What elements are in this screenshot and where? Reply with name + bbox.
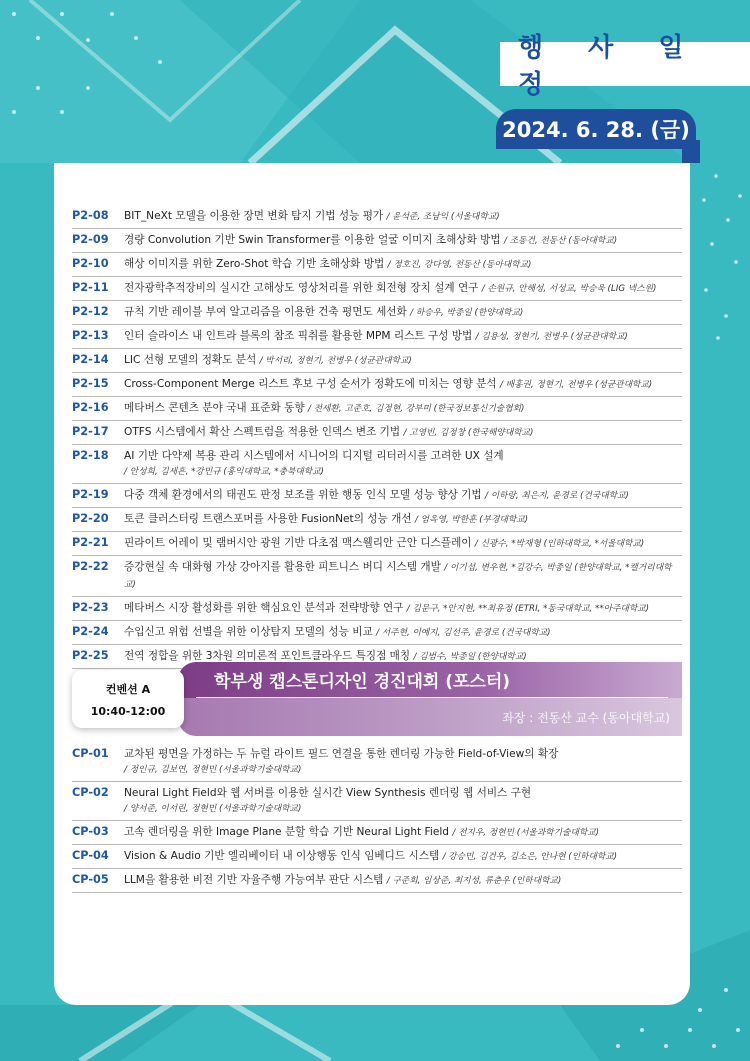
item-title: AI 기반 다약제 복용 관리 시스템에서 시니어의 디지털 리터러시를 고려한 UX 설계: [124, 450, 504, 462]
item-title: 교차된 평면을 가정하는 두 뉴럴 라이트 필드 연결을 통한 렌더링 가능한 Field-of-View의 확장: [124, 748, 559, 760]
item-authors: / 서주현, 이예지, 김선주, 윤경로 (건국대학교): [376, 628, 551, 638]
list-item: [72, 445, 682, 484]
item-code: P2-22: [72, 560, 109, 573]
item-title: Neural Light Field와 웹 서버를 이용한 실시간 View Synthesis 렌더링 웹 서비스 구현: [124, 787, 532, 799]
page-title: 행 사 일 정: [500, 42, 750, 86]
item-text: [124, 624, 682, 641]
item-authors: / 엄옥영, 박한훈 (부경대학교): [414, 515, 529, 525]
item-title: 해상 이미지를 위한 Zero-Shot 학습 기반 초해상화 방법: [124, 258, 385, 270]
item-title: 고속 렌더링을 위한 Image Plane 분할 학습 기반 Neural Light Field: [124, 826, 450, 838]
item-code: P2-23: [72, 601, 109, 614]
list-item: [72, 301, 682, 325]
item-code: CP-03: [72, 825, 109, 838]
item-code: CP-04: [72, 849, 109, 862]
item-code: CP-05: [72, 873, 109, 886]
item-text: [124, 424, 682, 441]
item-text: [124, 352, 682, 369]
session-room: 컨벤션 A: [105, 682, 151, 696]
item-title: 메타버스 콘텐츠 분야 국내 표준화 동향: [124, 402, 305, 414]
item-authors: / 강승민, 김건우, 김소은, 안나현 (인하대학교): [442, 852, 618, 862]
session-room-box: [72, 670, 184, 728]
list-item: [72, 869, 682, 893]
item-text: [124, 600, 682, 617]
item-text: [124, 328, 682, 345]
item-title: 경량 Convolution 기반 Swin Transformer를 이용한 얼굴 이미지 초해상화 방법: [124, 234, 501, 246]
list-item: [72, 373, 682, 397]
item-title: Vision & Audio 기반 엘리베이터 내 이상행동 인식 임베디드 시스템: [124, 850, 440, 862]
list-item: [72, 397, 682, 421]
item-authors: / 이하랑, 최은지, 윤경로 (건국대학교): [485, 491, 629, 501]
item-text: [124, 872, 682, 889]
item-authors: / 신광수, *박재형 (인하대학교, *서울대학교): [474, 539, 645, 549]
list-item: [72, 821, 682, 845]
item-authors: / 하승우, 박종일 (한양대학교): [410, 308, 524, 318]
item-text: [124, 280, 682, 297]
item-authors: / 이기섭, 변우현, *김강수, 박종일 (한양대학교, *캘거리대학교): [124, 563, 672, 590]
list-item: [72, 621, 682, 645]
item-authors: / 고영빈, 김정창 (한국해양대학교): [403, 428, 534, 438]
item-code: P2-20: [72, 512, 109, 525]
item-authors: / 전지우, 정현민 (서울과학기술대학교): [452, 828, 600, 838]
list-item: [72, 349, 682, 373]
item-code: CP-01: [72, 747, 109, 760]
item-title: 규칙 기반 레이블 부여 알고리즘을 이용한 건축 평면도 세선화: [124, 306, 407, 318]
list-item: [72, 421, 682, 445]
capstone-list: [72, 743, 682, 893]
list-item: [72, 484, 682, 508]
item-authors: / 손원규, 안해성, 서성교, 박승욱 (LIG 넥스원): [481, 284, 657, 294]
item-code: P2-21: [72, 536, 109, 549]
list-item: [72, 508, 682, 532]
item-authors: / 김용성, 정현기, 전병우 (성균관대학교): [475, 332, 628, 342]
item-text: [124, 535, 682, 552]
list-item: [72, 845, 682, 869]
list-item: [72, 597, 682, 621]
item-text: [124, 376, 682, 393]
session-time: 10:40-12:00: [90, 704, 166, 718]
item-title: 수입신고 위험 선별을 위한 이상탐지 모델의 성능 비교: [124, 626, 373, 638]
event-date: 2024. 6. 28. (금): [496, 109, 696, 149]
item-authors: / 김문구, *안지현, **최유정 (ETRI, *동국대학교, **아주대학교): [406, 604, 650, 614]
item-authors: / 안성희, 김세흔, *강민규 (홍익대학교, *충북대학교): [124, 467, 324, 477]
item-text: [124, 304, 682, 321]
item-authors: / 정인규, 김보연, 정현민 (서울과학기술대학교): [124, 765, 302, 775]
item-text: [124, 848, 682, 865]
item-code: P2-19: [72, 488, 109, 501]
list-item: [72, 253, 682, 277]
list-item: [72, 277, 682, 301]
item-code: P2-18: [72, 449, 109, 462]
item-code: P2-25: [72, 649, 109, 662]
item-code: P2-13: [72, 329, 109, 342]
list-item: [72, 532, 682, 556]
list-item: [72, 229, 682, 253]
item-code: P2-11: [72, 281, 109, 294]
item-authors: / 박서리, 정현기, 전병우 (성균관대학교): [259, 356, 412, 366]
item-authors: / 윤석준, 조남익 (서울대학교): [386, 212, 500, 222]
poster-list: [72, 205, 682, 669]
list-item: [72, 782, 682, 821]
item-code: P2-17: [72, 425, 109, 438]
item-authors: / 구준회, 임상준, 최지성, 류춘우 (인하대학교): [386, 876, 562, 886]
item-text: [124, 785, 682, 817]
item-authors: / 배홍권, 정현기, 전병우 (성균관대학교): [500, 380, 653, 390]
item-text: [124, 400, 682, 417]
item-code: P2-14: [72, 353, 109, 366]
item-text: [124, 232, 682, 249]
item-authors: / 양서준, 이서린, 정현민 (서울과학기술대학교): [124, 804, 302, 814]
item-authors: / 전세환, 고준호, 김정현, 강부미 (한국정보통신기술협회): [307, 404, 525, 414]
item-title: 전자광학추적장비의 실시간 고해상도 영상처리를 위한 회전형 장치 설계 연구: [124, 282, 479, 294]
item-code: CP-02: [72, 786, 109, 799]
item-title: LLM을 활용한 비전 기반 자율주행 가능여부 판단 시스템: [124, 874, 384, 886]
list-item: [72, 325, 682, 349]
item-authors: / 김범수, 박종일 (한양대학교): [413, 652, 527, 662]
list-item: [72, 556, 682, 597]
item-title: BIT_NeXt 모델을 이용한 장면 변화 탐지 기법 성능 평가: [124, 210, 384, 222]
item-text: [124, 559, 682, 593]
item-title: 메타버스 시장 활성화를 위한 핵심요인 분석과 전략방향 연구: [124, 602, 404, 614]
item-title: 토큰 클러스터링 트랜스포머를 사용한 FusionNet의 성능 개선: [124, 513, 412, 525]
list-item: [72, 743, 682, 782]
item-code: P2-09: [72, 233, 109, 246]
item-text: [124, 746, 682, 778]
item-title: LIC 선형 모델의 정확도 분석: [124, 354, 257, 366]
item-text: [124, 824, 682, 841]
item-code: P2-12: [72, 305, 109, 318]
item-code: P2-24: [72, 625, 109, 638]
item-text: [124, 511, 682, 528]
item-code: P2-08: [72, 209, 109, 222]
item-code: P2-10: [72, 257, 109, 270]
item-title: OTFS 시스템에서 확산 스펙트럼을 적용한 인덱스 변조 기법: [124, 426, 401, 438]
item-code: P2-16: [72, 401, 109, 414]
item-title: Cross-Component Merge 리스트 후보 구성 순서가 정확도에 미치는 영향 분석: [124, 378, 497, 390]
item-text: [124, 256, 682, 273]
session-divider: [196, 697, 668, 698]
item-title: 전역 정합을 위한 3차원 의미론적 포인트클라우드 특징점 매칭: [124, 650, 411, 662]
item-authors: / 정호진, 강다영, 전동산 (동아대학교): [387, 260, 532, 270]
item-title: 핀라이트 어레이 및 램버시안 광원 기반 다초점 맥스웰리안 근안 디스플레이: [124, 537, 472, 549]
item-title: 인터 슬라이스 내 인트라 블록의 참조 픽취를 활용한 MPM 리스트 구성 방법: [124, 330, 473, 342]
item-title: 증강현실 속 대화형 가상 강아지를 활용한 피트니스 버디 시스템 개발: [124, 561, 441, 573]
item-text: [124, 487, 682, 504]
item-text: [124, 208, 682, 225]
item-title: 다중 객체 환경에서의 태권도 판정 보조를 위한 행동 인식 모델 성능 향상 기법: [124, 489, 482, 501]
list-item: [72, 205, 682, 229]
session-chair: 좌장 : 전동산 교수 (동아대학교): [502, 711, 670, 725]
item-text: [124, 448, 682, 480]
session-title: 학부생 캡스톤디자인 경진대회 (포스터): [214, 672, 511, 692]
item-authors: / 조동건, 전동산 (동아대학교): [504, 236, 618, 246]
item-code: P2-15: [72, 377, 109, 390]
